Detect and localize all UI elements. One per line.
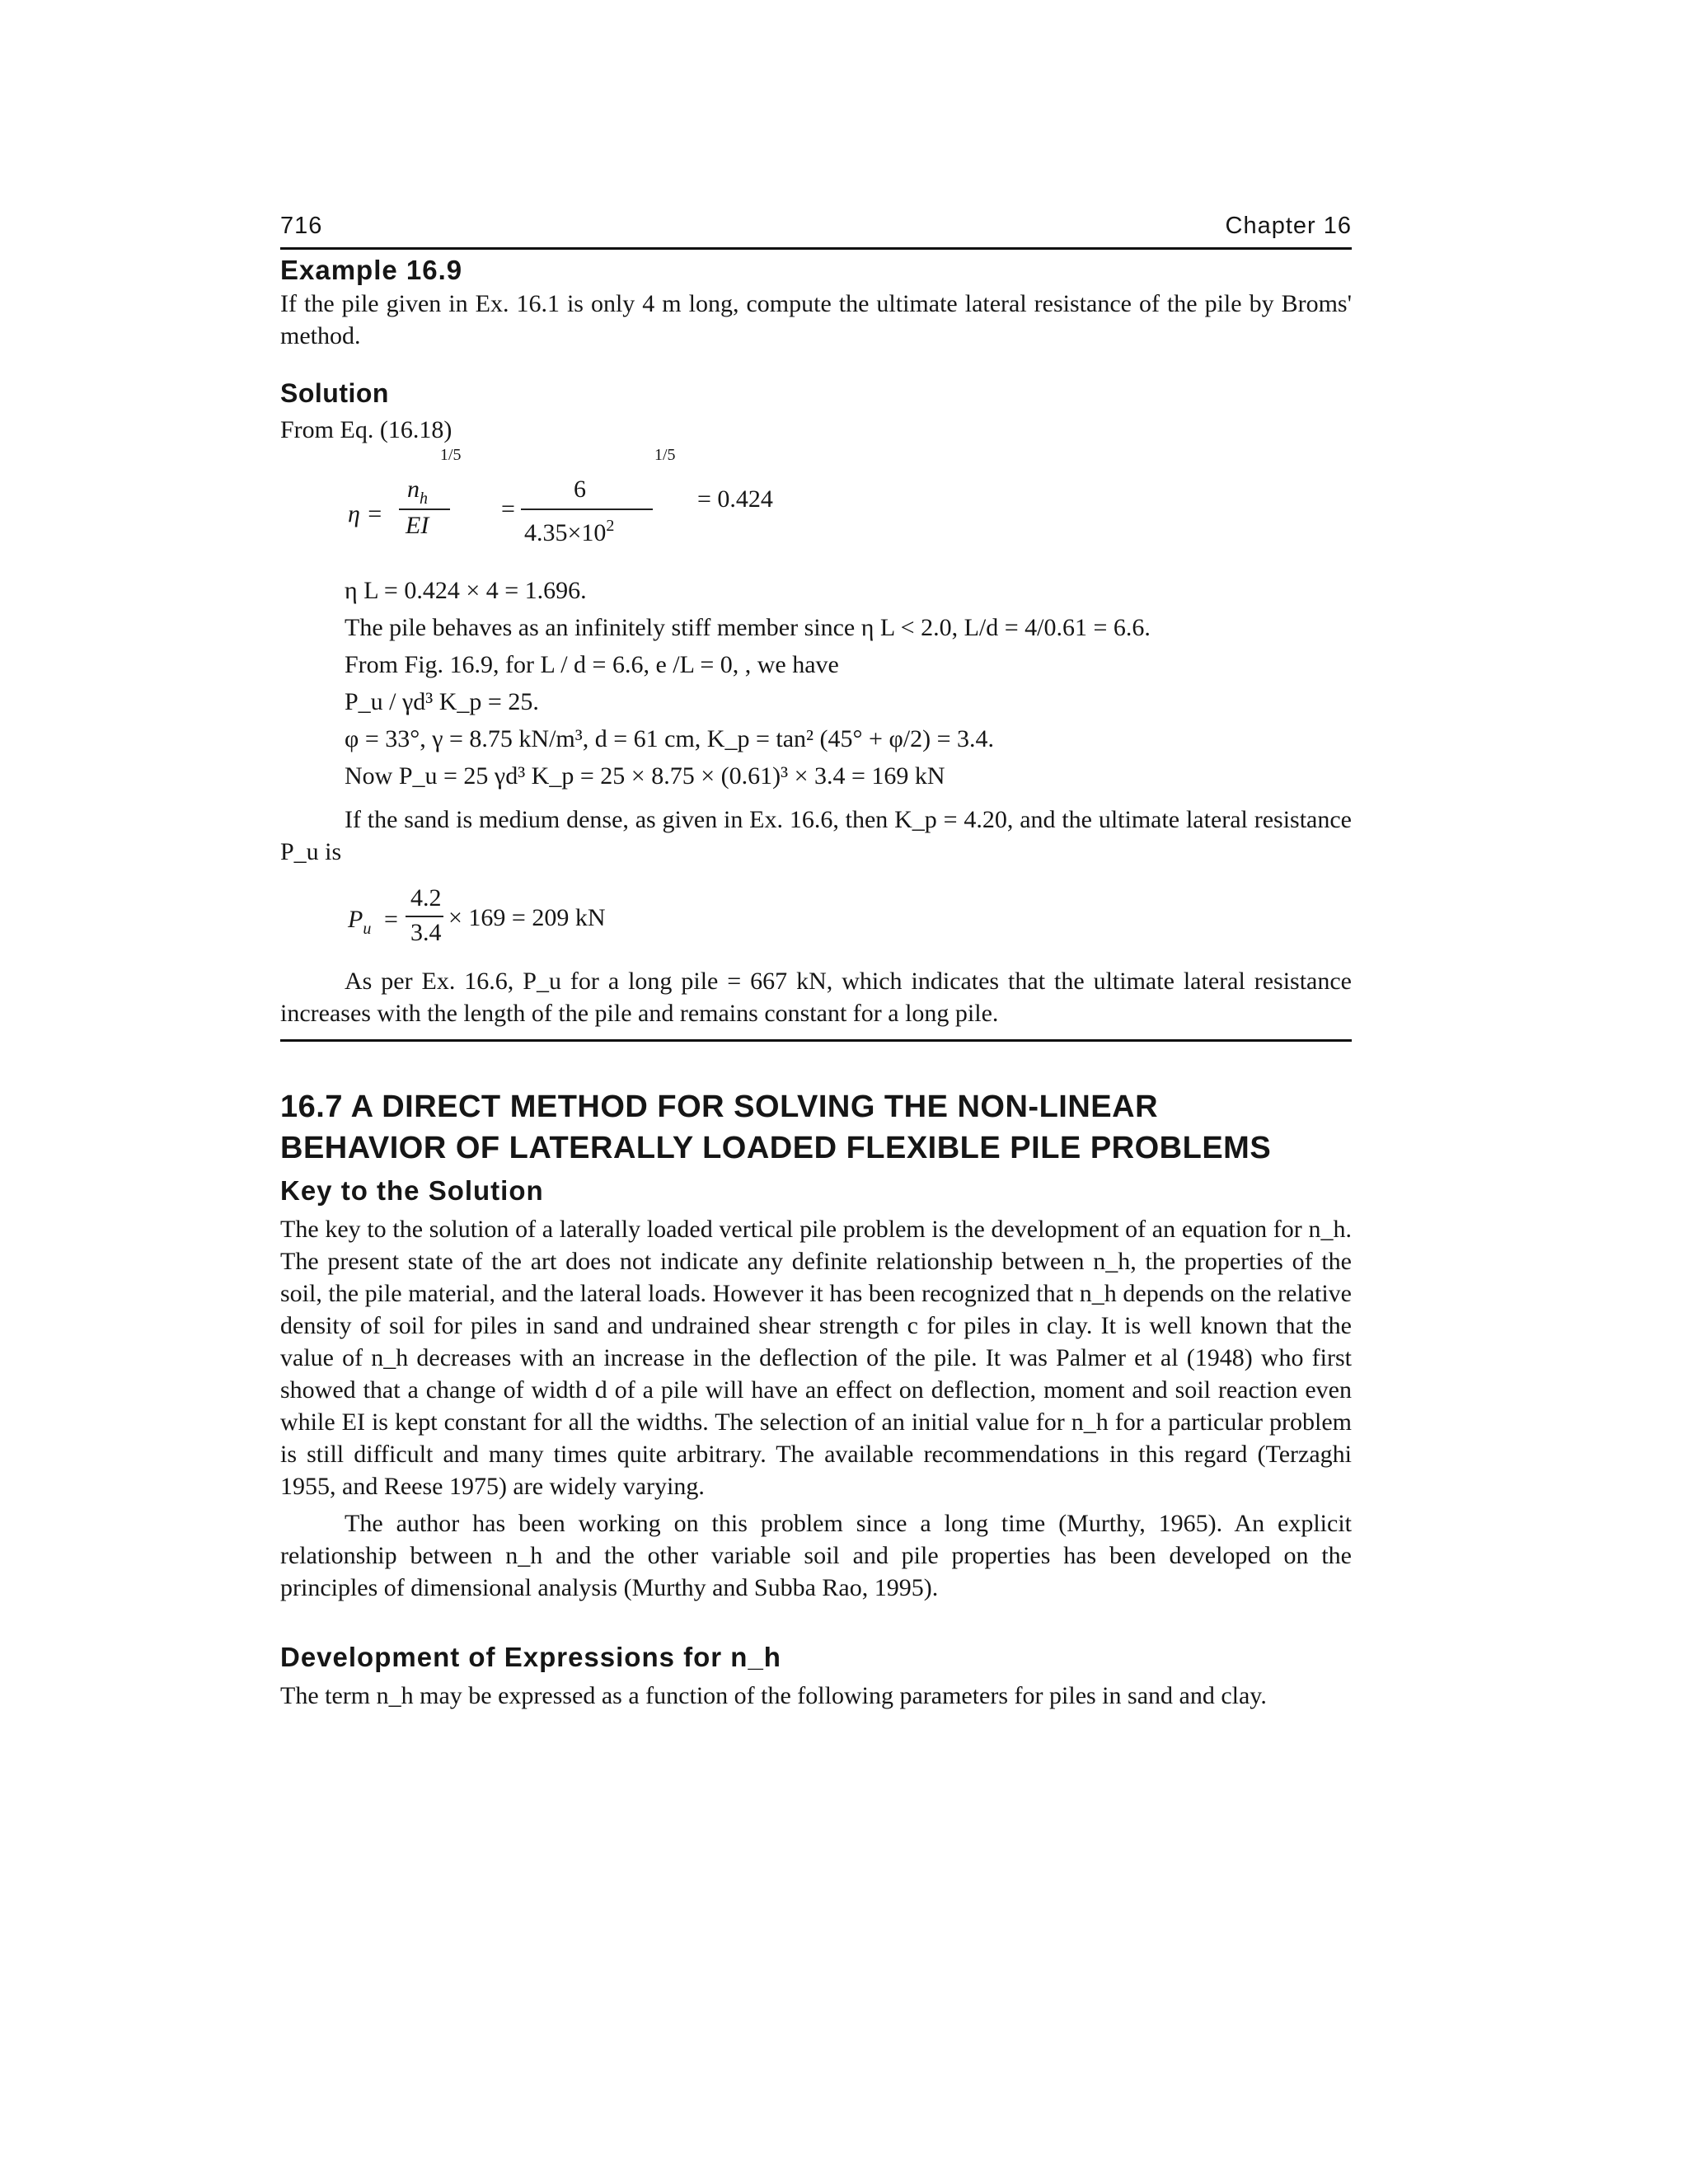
page-header: [280, 206, 1352, 247]
eta-frac2-bar: [521, 509, 653, 510]
pu-equation: [280, 868, 1352, 958]
section-title-line1: 16.7 A DIRECT METHOD FOR SOLVING THE NON-LINEAR: [280, 1090, 1159, 1124]
pu-rest: × 169 = 209 kN: [448, 904, 606, 931]
ratio-line: P_u / γd³ K_p = 25.: [345, 688, 539, 715]
example-problem: If the pile given in Ex. 16.1 is only 4 m long, compute the ultimate lateral resistance of the pile by Broms' method.: [280, 290, 1352, 349]
figure-line: From Fig. 16.9, for L / d = 6.6, e /L = 0, , we have: [345, 651, 839, 678]
parameters-line: φ = 33°, γ = 8.75 kN/m³, d = 61 cm, K_p = tan² (45° + φ/2) = 3.4.: [345, 725, 994, 752]
page-number: 716: [280, 213, 323, 239]
eta-frac2-den: $4.35\times 10^2$: [524, 517, 615, 546]
eta-frac1-bar: [399, 509, 450, 510]
book-page: [280, 206, 1352, 1712]
pu-num: 4.2: [410, 884, 442, 912]
eta-result: = 0.424: [697, 485, 773, 513]
chapter-label: Chapter 16: [1225, 213, 1352, 239]
example-title: Example 16.9: [280, 255, 463, 285]
section-title-line2: BEHAVIOR OF LATERALLY LOADED FLEXIBLE PILE PROBLEMS: [280, 1131, 1272, 1165]
now-pu-line: Now P_u = 25 γd³ K_p = 25 × 8.75 × (0.61)³ × 3.4 = 169 kN: [345, 762, 945, 790]
eta-L-line: η L = 0.424 × 4 = 1.696.: [345, 577, 587, 604]
development-heading: Development of Expressions for n_h: [280, 1642, 781, 1672]
pu-equals: =: [384, 906, 398, 933]
solution-calculations: [345, 574, 1352, 792]
medium-dense-text: If the sand is medium dense, as given in Ex. 16.6, then K_p = 4.20, and the ultimate lateral resistance P_u is: [280, 806, 1352, 865]
eta-exp2: 1/5: [654, 446, 676, 464]
pu-den: 3.4: [410, 919, 442, 946]
from-eq-text: From Eq. (16.18): [280, 416, 452, 443]
eta-frac1-num: $n_h$: [407, 476, 428, 508]
eta-exp1: 1/5: [440, 446, 462, 464]
eta-frac1-den: EI: [406, 512, 429, 539]
top-rule: [280, 247, 1352, 250]
pu-lhs: $P_u$: [348, 906, 372, 938]
conclusion-text: As per Ex. 16.6, P_u for a long pile = 667 kN, which indicates that the ultimate lateral resistance increases with the length of the pile and remains constant for a long pile.: [280, 968, 1352, 1027]
section-title: [280, 1086, 1352, 1169]
author-paragraph: The author has been working on this problem since a long time (Murthy, 1965). An explicit relationship between n_h and the other variable soil and pile properties has been developed on the principles of dimensional analysis (Murthy and Subba Rao, 1995).: [280, 1510, 1352, 1601]
key-heading: Key to the Solution: [280, 1175, 544, 1206]
solution-heading: Solution: [280, 378, 389, 408]
eta-equation: [280, 446, 1352, 569]
eta-lhs: η =: [348, 500, 383, 527]
development-paragraph: The term n_h may be expressed as a function of the following parameters for piles in sand and clay.: [280, 1682, 1267, 1709]
eta-equals: =: [501, 495, 515, 523]
eta-frac2-num: 6: [574, 476, 586, 503]
pu-frac-bar: [406, 916, 443, 917]
key-paragraph: The key to the solution of a laterally loaded vertical pile problem is the development of an equation for n_h. The present state of the art does not indicate any definite relationship between n_h, the properties of the soil, the pile material, and the lateral loads. However it has been recognized that n_h depends on the relative density of soil for piles in sand and undrained shear strength c for piles in clay. It is well known that the value of n_h decreases with an increase in the deflection of the pile. It was Palmer et al (1948) who first showed that a change of width d of a pile will have an effect on deflection, moment and soil reaction even while EI is kept constant for all the widths. The selection of an initial value for n_h for a particular problem is still difficult and many times quite arbitrary. The available recommendations in this regard (Terzaghi 1955, and Reese 1975) are widely varying.: [280, 1216, 1352, 1500]
stiff-member-line: The pile behaves as an infinitely stiff member since η L < 2.0, L/d = 4/0.61 = 6.6.: [345, 614, 1151, 641]
example-end-rule: [280, 1039, 1352, 1042]
